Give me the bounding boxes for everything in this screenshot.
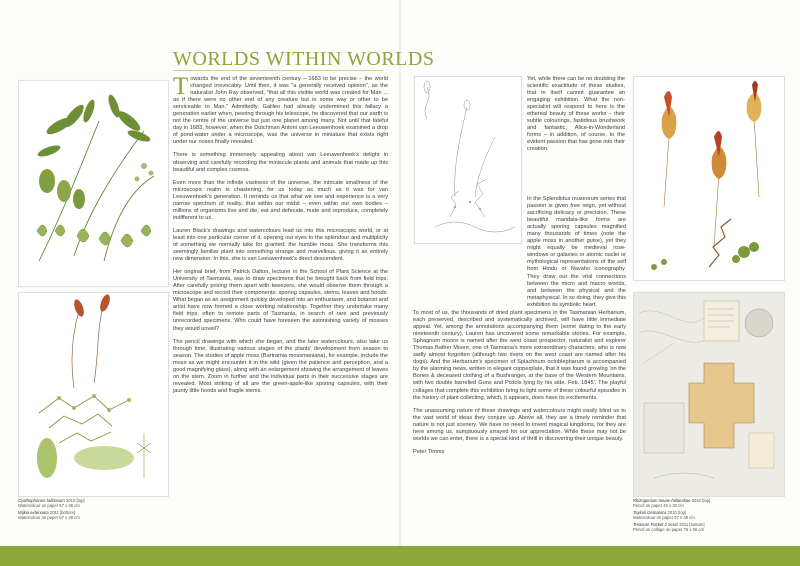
- paragraph-10: The unassuming nature of these drawings and watercolours might easily blind us to the vast world of ideas they conjure up. Above all, they are a timely reminder that nature is not just scenery. We have no need to invent magical kingdoms, for they are here among us, sumptuously arrayed for our appreciation. While these may not be worlds we can enter, there is a special kind of thrill in discovering their unique beauty.: [413, 407, 626, 442]
- caption-taylorii: Taylorii tasmanica 2010 [top] Watercolour on paper 57 x 38 cm: [633, 509, 695, 520]
- botanical-watercolour-illustration: [19, 81, 168, 286]
- page-spine: [399, 0, 401, 566]
- caption-rhizogonium: Rhizogonium novae-hollandiae 2010 [top] Pencil on paper 45 x 30 cm: [633, 498, 711, 508]
- captions-right: [633, 499, 783, 534]
- caption-cyathophorum: Cyathophorum bulbosum 2010 [top] Watercolour on paper 57 x 38 cm: [18, 498, 85, 508]
- paragraph-1: Towards the end of the seventeenth century – 1683 to be precise – the world changed irrevocably. Until then, it was "a generally received opinion", as the naturalist John Ray observed, "that all this visible world was created for Man ... as if there were no other end of any creature but in some way or other to be serviceable to Man." Admittedly, Galileo had already undermined this fallacy a generation earlier when, peering through his telescope, he discovered that our earth is not the centre of the universe but just one planet among many. Not until that fateful day in 1683, however, when the Dutchman Antoni van Leeuwenhoek examined a drop of pond-water under a microscope, was the universe in miniature that exists right under our noses finally revealed.: [173, 73, 388, 146]
- paragraph-4: Lauren Black's drawings and watercolours lead us into this microscopic world, or at least into one particular corner of it, opening our eyes to the splendour and multiplicity of something we normally take for granted: the humble moss. She transforms this seemingly familiar plant into something strange and marvellous, giving it an entirely new dimension. In this, she is van Leeuwenhoek's direct descendent.: [173, 227, 388, 263]
- article-column-right-bottom: [413, 310, 626, 462]
- moss-watercolour-illustration: [19, 293, 168, 496]
- paragraph-5: Her original brief, from Patrick Dalton, lecturer in the School of Plant Science at the University of Tasmania, was to draw specimens that he brought back from field trips. After carefully prising them apart with tweezers, she would observe them through a microscope and record their components: sporing capsules, stems, leaves and hoods. What began as an assignment quickly developed into an enthusiasm, and botanist and artist have now formed a close working relationship. Together they undertake many field trips, often to remote parts of Tasmania, in search of rare and previously unrecorded specimens. Who could have foreseen the astonishing variety of mosses they would unveil?: [173, 269, 388, 332]
- paragraph-7: Yet, while there can be no doubting the scientific exactitude of these studies, that in itself cannot guarantee an engaging exhibition. What the non-specialist will respond to here is the ethereal beauty of these works – their subtle colourings, fastidious brushwork and fantastic, Alice-in-Wonderland forms – in addition, of course, to the evident passion that has gone into their creation.: [527, 76, 625, 153]
- paragraph-9: To most of us, the thousands of dried plant specimens in the Tasmanian Herbarium, each preserved, described and systematically archived, will have little immediate appeal. Yet, among the annotations accompanying them (some dating to the early nineteenth century), Lauren has uncovered some remarkable stories. For example, Sphagnum moore is named after the west coast prospector, naturalist and explorer Thomas Bather Moore, one of Tasmania's more extraordinary characters, who is now sadly almost forgotten (although two rivers on the west coast are named after his dogs). And the Herbarium's specimen of Splachnum octoblepharum is accompanied by the alarming news, written in elegant copperplate, that it was found growing 'on the Bones & deceased clothing of a Bushranger, at the base of the Western Mountains, with two double barrelled Guns and Pistols lying by his side. Feb. 1845'. The playful collages that complete this exhibition bring to light some of these colourful episodes in the history of plant collecting, which, it appears, does have its excitements.: [413, 310, 626, 401]
- artwork-taylorii-tasmanica: [633, 76, 785, 281]
- captions-left: [18, 499, 168, 523]
- pencil-collage: [634, 293, 784, 496]
- paragraph-2: There is something immensely appealing about van Leeuwenhoek's delight in observing and carefully recording the miniscule plants and animals that made up this beautiful and complex cosmos.: [173, 152, 388, 173]
- paragraph-6: The pencil drawings with which she began, and the later watercolours, also take us through time, illustrating various stages of the plants' development from season to season. The studies of apple moss (Bartramia mossmaniana), for example, include the moss as we might encounter it in the wild (given the patience and perception, and a good magnifying glass), along with an enlargement showing the arrangement of leaves on the stem. Zoom in further and the individual parts in their successive stages are revealed. Most striking of all are the green-apple-like sporing capsules, with their jaunty little hoods and fragile stems.: [173, 338, 388, 394]
- article-column-right: [413, 196, 626, 315]
- artwork-cyathophorum-bulbosum: [18, 80, 169, 287]
- article-column-right-top: [527, 76, 625, 160]
- footer-color-band: [0, 546, 800, 566]
- paragraph-8: In the Splendidus museorum series that passion is given free reign, yet without sacrificing delicacy or precision. These beautiful mandala-like forms are actually sporing capsules magnified many thousands of times (note the apple moss in another guise), yet they might equally be medieval rose-windows or galaxies or atomic nuclei or mythological representations of the self from Hindu or Navaho iconography. They draw out the vital connections between the micro and macro worlds, and between the physical and the metaphysical. In so doing, they give this exhibition its symbolic heart.: [527, 196, 626, 308]
- caption-treasure-packet: Treasure Packet 2 detail 2011 [bottom] Pencil on collage on paper 75 x 56 cm: [633, 521, 705, 532]
- artwork-wijkia-extenuata: [18, 292, 169, 497]
- drop-cap: T: [173, 73, 189, 100]
- caption-wijkia: Wijkia extenuata 2011 [bottom] Watercolour on paper 57 x 38 cm: [18, 509, 80, 520]
- author-name: Peter Timms: [413, 448, 445, 455]
- moss-capsules-watercolour: [634, 77, 784, 280]
- page-title: WORLDS WITHIN WORLDS: [173, 48, 435, 70]
- paragraph-3: Even more than the infinite vastness of the universe, the intricate smallness of the microscopic realm is chastening, for us today as much as it was for van Leeuwenhoek's generation. It reminds us that what we see and experience is a very narrow spectrum of reality, that within our midst – even within our own bodies – millions of organisms live and die, eat and defecate, mate and reproduce, completely indifferent to us.: [173, 179, 388, 221]
- title-rule: [173, 70, 383, 71]
- article-column-left: [173, 73, 388, 401]
- artwork-treasure-packet-2: [633, 292, 785, 497]
